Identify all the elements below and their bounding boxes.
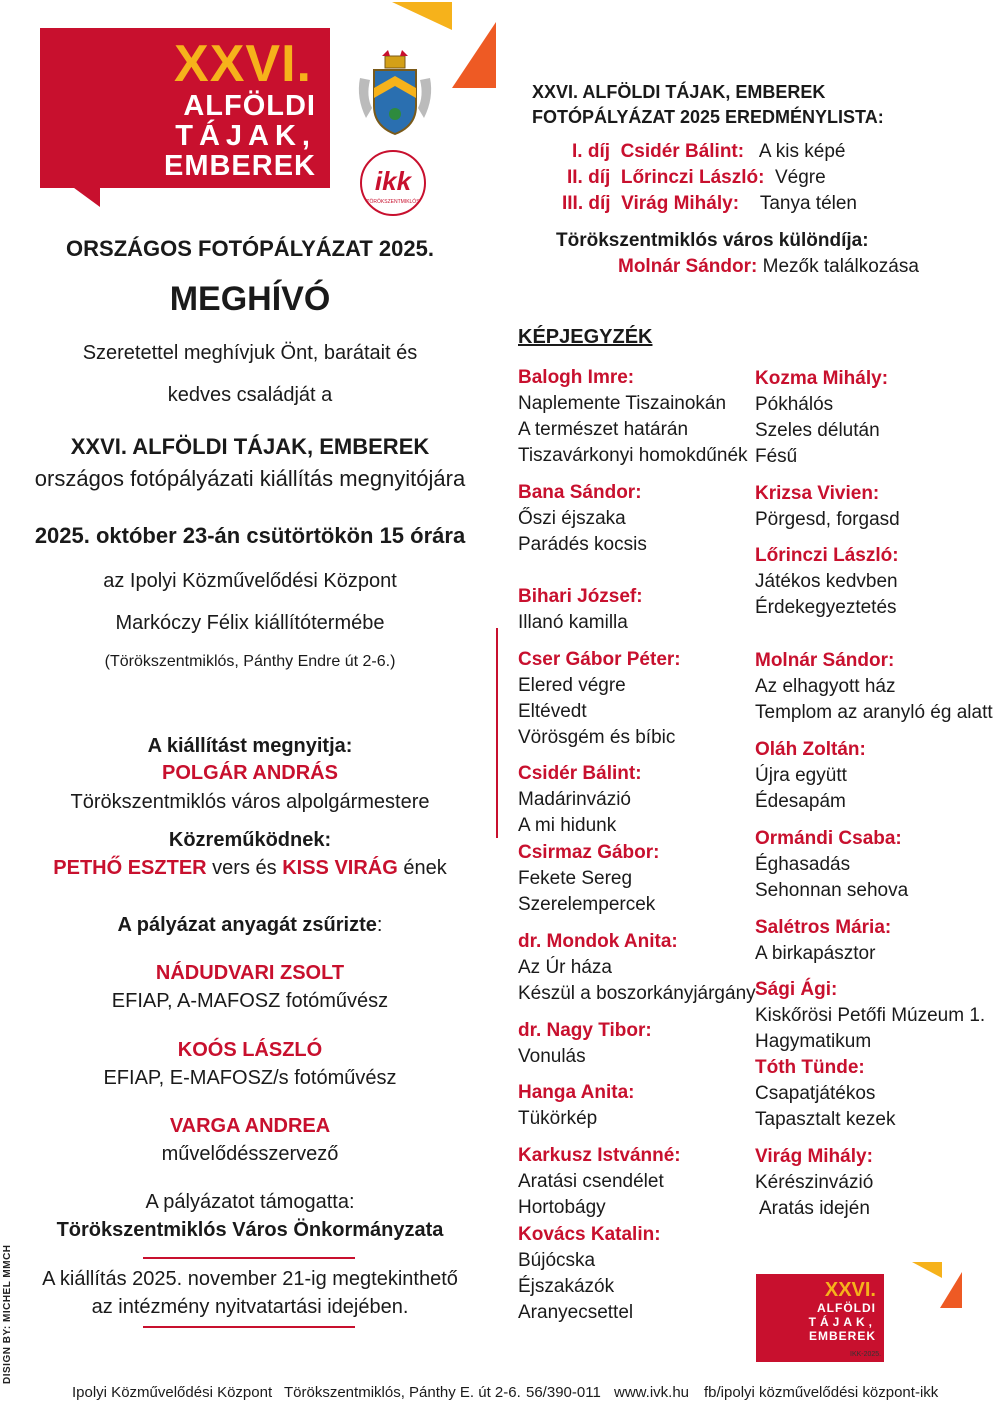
ikk-logo <box>360 150 426 216</box>
entry-work: Játékos kedvben <box>755 571 898 592</box>
entry-work: Készül a boszorkányjárgány <box>518 983 756 1004</box>
entry-work: Az Úr háza <box>518 957 612 978</box>
results-title-line1: XXVI. ALFÖLDI TÁJAK, EMBEREK <box>532 82 826 102</box>
entry-name: Karkusz Istvánné: <box>518 1145 681 1166</box>
contributor-1-name: PETHŐ ESZTER <box>53 857 207 879</box>
small-logo-number: XXVI. <box>824 1279 876 1301</box>
ikk-logo-text: ikk <box>374 166 412 196</box>
contributors-label: Közreműködnek: <box>168 829 332 851</box>
entry-work: Templom az aranyló ég alatt <box>755 702 993 723</box>
opener-role: Törökszentmiklós város alpolgármestere <box>70 791 430 813</box>
entry-name: Krizsa Vivien: <box>755 483 880 504</box>
opened-by-label: A kiállítást megnyitja: <box>147 735 353 757</box>
jury-3-title: művelődésszervező <box>161 1143 339 1165</box>
entry-work: Vonulás <box>518 1046 586 1067</box>
entry-work: Bújócska <box>518 1250 596 1271</box>
prize-1-name: Csidér Bálint: <box>620 141 745 162</box>
footer-address: Törökszentmiklós, Pánthy E. út 2-6. <box>284 1384 521 1401</box>
special-prize-label: Törökszentmiklós város különdíja: <box>556 230 869 251</box>
viewable-line1: A kiállítás 2025. november 21-ig megtekinthető <box>42 1268 458 1290</box>
entry-work: Fésű <box>755 446 798 467</box>
invite-line1: Szeretettel meghívjuk Önt, barátait és <box>82 342 418 364</box>
entry-work: Aratás idején <box>759 1198 870 1219</box>
entry-name: Molnár Sándor: <box>755 650 895 671</box>
small-decor-triangle-orange <box>940 1272 962 1308</box>
prize-3-rank: III. díj <box>562 193 611 214</box>
prize-2-work: Végre <box>774 167 826 188</box>
entry-work: Kérészinvázió <box>755 1172 874 1193</box>
jury-3-name: VARGA ANDREA <box>169 1115 331 1137</box>
logo-number: XXVI. <box>174 35 312 93</box>
entry-name: Lőrinczi László: <box>755 545 899 566</box>
vertical-divider <box>496 628 498 838</box>
entry-work: Érdekegyeztetés <box>755 597 897 618</box>
footer-website-link[interactable]: www.ivk.hu <box>614 1384 690 1401</box>
entry-work: Tükörkép <box>518 1108 598 1129</box>
entry-name: Hanga Anita: <box>518 1082 635 1103</box>
decor-triangle-yellow <box>392 2 452 30</box>
entry-work: Vörösgém és bíbic <box>518 727 676 748</box>
entry-work: A birkapásztor <box>755 943 876 964</box>
special-prize-work: Mezők találkozása <box>762 256 919 277</box>
contributor-2-role: ének <box>397 857 447 879</box>
supported-label: A pályázatot támogatta: <box>145 1191 355 1213</box>
entry-work: Fekete Sereg <box>518 868 633 889</box>
prize-1 <box>572 141 846 163</box>
jury-1-name: NÁDUDVARI ZSOLT <box>155 962 345 984</box>
entry-work: Szerelempercek <box>518 894 656 915</box>
logo-tail-shape <box>70 185 100 207</box>
small-logo-line1: ALFÖLDI <box>817 1301 876 1315</box>
prize-3-work: Tanya télen <box>759 193 857 214</box>
entry-work: Naplemente Tiszainokán <box>518 393 727 414</box>
entry-work: Éghasadás <box>755 854 851 875</box>
event-title: XXVI. ALFÖLDI TÁJAK, EMBEREK <box>70 434 430 459</box>
results-title <box>532 80 884 130</box>
entry-name: Balogh Imre: <box>518 367 635 388</box>
entry-work: Pókhálós <box>755 394 834 415</box>
design-credit: DISIGN BY: MICHEL MMCH <box>2 1244 13 1384</box>
entry-name: Virág Mihály: <box>755 1146 873 1167</box>
logo-line3: EMBEREK <box>163 150 316 182</box>
jury-label-colon: : <box>376 914 383 936</box>
entry-work: Pörgesd, forgasd <box>755 509 900 530</box>
decor-triangle-orange <box>452 22 496 88</box>
entry-name: dr. Nagy Tibor: <box>518 1020 652 1041</box>
special-prize-name: Molnár Sándor: <box>618 256 758 277</box>
entry-work: Kiskőrösi Petőfi Múzeum 1. <box>755 1005 986 1026</box>
prize-3 <box>562 193 857 215</box>
entry-work: Éjszakázók <box>518 1276 615 1297</box>
entry-work: Csapatjátékos <box>755 1083 876 1104</box>
entry-work: Sehonnan sehova <box>755 880 909 901</box>
jury-1-title: EFIAP, A-MAFOSZ fotóművész <box>111 990 389 1012</box>
prize-2 <box>567 167 826 189</box>
venue-address: (Törökszentmiklós, Pánthy Endre út 2-6.) <box>104 653 396 670</box>
entry-work: Aratási csendélet <box>518 1171 664 1192</box>
entry-work: Tapasztalt kezek <box>755 1109 896 1130</box>
jury-label: A pályázat anyagát zsűrizte <box>117 914 377 936</box>
opener-name: POLGÁR ANDRÁS <box>162 762 338 784</box>
jury-label-line <box>20 914 480 937</box>
contributors-line <box>20 857 480 880</box>
contributor-1-role: vers és <box>206 857 283 879</box>
jury-2-title: EFIAP, E-MAFOSZ/s fotóművész <box>103 1067 397 1089</box>
entry-name: Bana Sándor: <box>518 482 642 503</box>
footer-facebook-link[interactable]: fb/ipolyi közművelődési központ-ikk <box>704 1384 939 1401</box>
entry-work: Elered végre <box>518 675 626 696</box>
small-decor-triangle-yellow <box>912 1262 942 1278</box>
prize-2-name: Lőrinczi László: <box>620 167 765 188</box>
entry-work: Édesapám <box>755 791 846 812</box>
venue-line1: az Ipolyi Közművelődési Központ <box>103 570 397 592</box>
results-title-line2: FOTÓPÁLYÁZAT 2025 EREDMÉNYLISTA: <box>532 107 884 127</box>
footer-phone[interactable]: 56/390-011 <box>526 1384 601 1401</box>
entry-work: A természet határán <box>518 419 689 440</box>
footer-institution: Ipolyi Közművelődési Központ <box>72 1384 273 1401</box>
entry-name: Oláh Zoltán: <box>755 739 866 760</box>
small-logo-line3: EMBEREK <box>808 1329 876 1343</box>
contest-title: ORSZÁGOS FOTÓPÁLYÁZAT 2025. <box>66 236 434 261</box>
entry-name: Kozma Mihály: <box>755 368 889 389</box>
entry-work: Hagymatikum <box>755 1031 872 1052</box>
small-event-logo <box>756 1274 884 1362</box>
contributor-2-name: KISS VIRÁG <box>282 857 398 879</box>
entry-work: A mi hidunk <box>518 815 617 836</box>
event-subtitle: országos fotópályázati kiállítás megnyitójára <box>34 466 466 491</box>
entry-name: Csidér Bálint: <box>518 763 642 784</box>
ikk-logo-sub: TÖRÖKSZENTMIKLÓS <box>366 199 420 205</box>
entry-work: Madárinvázió <box>518 789 631 810</box>
event-logo <box>40 28 330 188</box>
jury-2-name: KOÓS LÁSZLÓ <box>177 1039 323 1061</box>
special-prize <box>618 256 919 278</box>
prize-1-work: A kis képé <box>758 141 846 162</box>
coat-of-arms-icon <box>352 48 438 138</box>
divider-top <box>143 1257 355 1259</box>
event-datetime: 2025. október 23-án csütörtökön 15 órára <box>34 523 466 548</box>
entry-name: Kovács Katalin: <box>518 1224 661 1245</box>
entry-work: Eltévedt <box>518 701 587 722</box>
catalog-title: KÉPJEGYZÉK <box>518 326 653 348</box>
entry-name: Tóth Tünde: <box>755 1057 865 1078</box>
supporter-name: Törökszentmiklós Város Önkormányzata <box>56 1219 444 1241</box>
prize-3-name: Virág Mihály: <box>621 193 740 214</box>
entry-name: Cser Gábor Péter: <box>518 649 681 670</box>
divider-bottom <box>143 1326 355 1328</box>
entry-name: dr. Mondok Anita: <box>518 931 678 952</box>
entry-work: Illanó kamilla <box>518 612 628 633</box>
entry-work: Tiszavárkonyi homokdűnék <box>518 445 748 466</box>
entry-work: Az elhagyott ház <box>755 676 896 697</box>
logo-line1: ALFÖLDI <box>183 90 316 122</box>
prize-1-rank: I. díj <box>572 141 610 162</box>
entry-name: Bihari József: <box>518 586 643 607</box>
invite-line2: kedves családját a <box>167 384 333 406</box>
small-logo-line2: TÁJAK, <box>808 1315 876 1329</box>
entry-name: Csirmaz Gábor: <box>518 842 660 863</box>
entry-work: Őszi éjszaka <box>518 508 626 529</box>
entry-work: Aranyecsettel <box>518 1302 634 1323</box>
entry-name: Salétros Mária: <box>755 917 892 938</box>
viewable-line2: az intézmény nyitvatartási idejében. <box>91 1296 409 1318</box>
entry-work: Hortobágy <box>518 1197 606 1218</box>
entry-work: Szeles délután <box>755 420 880 441</box>
logo-line2: TÁJAK, <box>175 120 316 152</box>
venue-line2: Markóczy Félix kiállítótermébe <box>115 612 385 634</box>
entry-work: Újra együtt <box>755 765 847 786</box>
prize-2-rank: II. díj <box>567 167 611 188</box>
entry-work: Parádés kocsis <box>518 534 647 555</box>
small-logo-year: IKK-2025. <box>850 1351 882 1358</box>
entry-name: Ormándi Csaba: <box>755 828 902 849</box>
entry-name: Sági Ági: <box>755 979 838 1000</box>
invite-heading: MEGHÍVÓ <box>169 280 331 318</box>
